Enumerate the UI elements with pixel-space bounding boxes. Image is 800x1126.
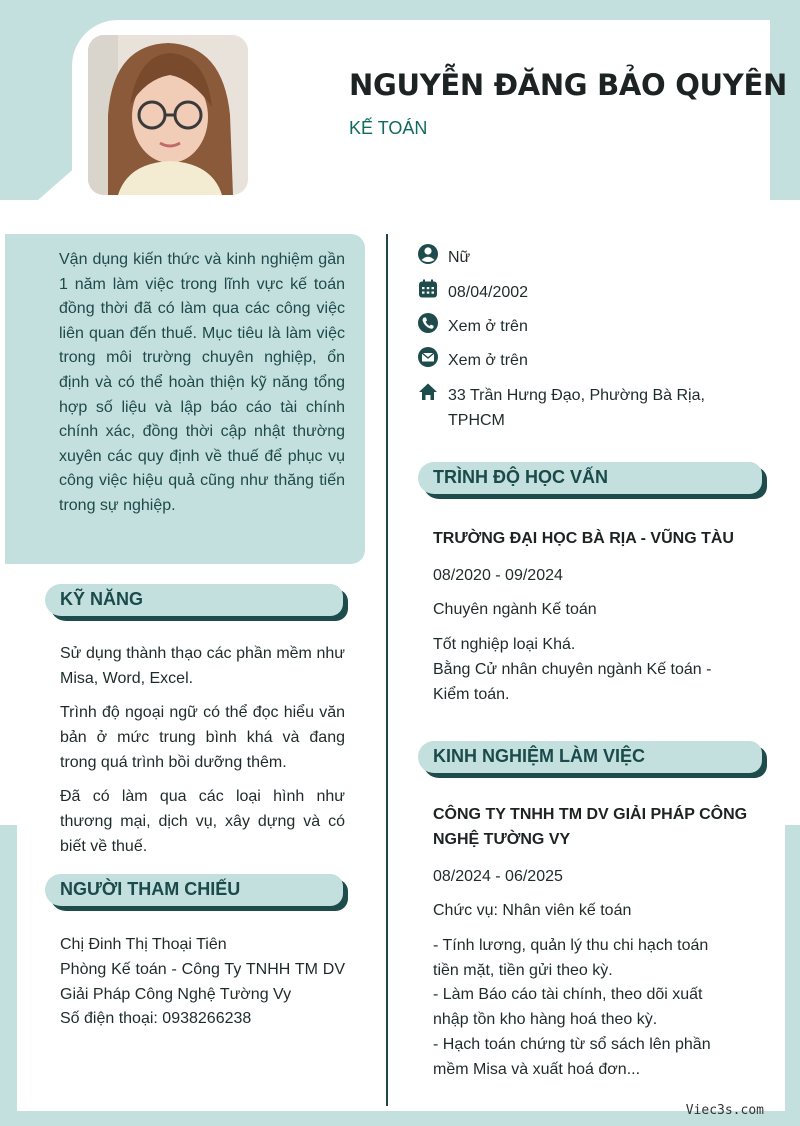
- column-divider: [386, 234, 388, 1106]
- calendar-icon: [417, 278, 439, 300]
- experience-header: [418, 741, 762, 773]
- education-header: [418, 462, 762, 494]
- candidate-name: NGUYỄN ĐĂNG BẢO QUYÊN: [349, 68, 787, 102]
- email-icon: [417, 346, 439, 368]
- phone-icon: [417, 312, 439, 334]
- education-school: TRƯỜNG ĐẠI HỌC BÀ RỊA - VŨNG TÀU: [433, 530, 734, 547]
- skills-header: [45, 584, 343, 616]
- experience-duty: - Tính lương, quản lý thu chi hạch toán tiền mặt, tiền gửi theo kỳ.: [433, 937, 709, 979]
- skill-item: Trình độ ngoại ngữ có thể đọc hiểu văn bản ở mức trung bình khá và đang trong quá trình bồi dưỡng thêm.: [60, 704, 345, 771]
- footer-band: [0, 1111, 800, 1126]
- skill-item: Đã có làm qua các loại hình như thương mại, dịch vụ, xây dựng và có biết về thuế.: [60, 788, 345, 855]
- footer-band-right: [785, 825, 800, 1126]
- user-icon: [417, 243, 439, 265]
- skills-title: KỸ NĂNG: [60, 589, 144, 609]
- experience-period: 08/2024 - 06/2025: [433, 868, 563, 885]
- gender-value: Nữ: [448, 249, 471, 266]
- experience-title: KINH NGHIỆM LÀM VIỆC: [433, 746, 646, 766]
- footer-band-left: [0, 825, 17, 1126]
- education-major: Chuyên ngành Kế toán: [433, 601, 597, 618]
- job-title: KẾ TOÁN: [349, 118, 428, 138]
- career-objective-box: [5, 234, 365, 564]
- education-title: TRÌNH ĐỘ HỌC VẤN: [433, 467, 608, 487]
- experience-position: Chức vụ: Nhân viên kế toán: [433, 902, 632, 919]
- education-result: Tốt nghiệp loại Khá.: [433, 636, 576, 653]
- address-value: 33 Trần Hưng Đạo, Phường Bà Rịa, TPHCM: [448, 387, 705, 429]
- skill-item: Sử dụng thành thạo các phần mềm như Misa, Word, Excel.: [60, 645, 345, 687]
- reference-organization: Phòng Kế toán - Công Ty TNHH TM DV Giải Pháp Công Nghệ Tường Vy: [60, 961, 345, 1003]
- experience-company: CÔNG TY TNHH TM DV GIẢI PHÁP CÔNG NGHỆ TƯỜNG VY: [433, 806, 748, 848]
- reference-phone: Số điện thoại: 0938266238: [60, 1010, 252, 1027]
- site-watermark: Viec3s.com: [685, 1103, 764, 1118]
- home-icon: [417, 381, 439, 403]
- dob-value: 08/04/2002: [448, 284, 529, 301]
- phone-value: Xem ở trên: [448, 318, 528, 335]
- reference-name: Chị Đinh Thị Thoại Tiên: [60, 936, 227, 953]
- education-period: 08/2020 - 09/2024: [433, 567, 563, 584]
- header-corner-shape: [0, 165, 80, 205]
- reference-header: [45, 874, 343, 906]
- profile-photo: [88, 35, 248, 195]
- email-value: Xem ở trên: [448, 352, 528, 369]
- reference-title: NGƯỜI THAM CHIẾU: [60, 879, 241, 899]
- experience-duty: - Hạch toán chứng từ sổ sách lên phần mềm Misa và xuất hoá đơn...: [433, 1036, 711, 1078]
- education-degree: Bằng Cử nhân chuyên ngành Kế toán - Kiểm toán.: [433, 661, 712, 703]
- career-objective-text: Vận dụng kiến thức và kinh nghiệm gần 1 năm làm việc trong lĩnh vực kế toán đồng thời đã có làm qua các công việc liên quan đến thuế. Mục tiêu là làm việc trong môi trường chuyên nghiệp, ổn định và có thể hoàn thiện kỹ năng tổng hợp số liệu và lập báo cáo tài chính chính xác, đồng thời cập nhật thường xuyên các quy định về thuế để phục vụ công việc hiệu quả cũng như thăng tiến trong sự nghiệp.: [59, 251, 345, 514]
- experience-duty: - Làm Báo cáo tài chính, theo dõi xuất nhập tồn kho hàng hoá theo kỳ.: [433, 986, 703, 1028]
